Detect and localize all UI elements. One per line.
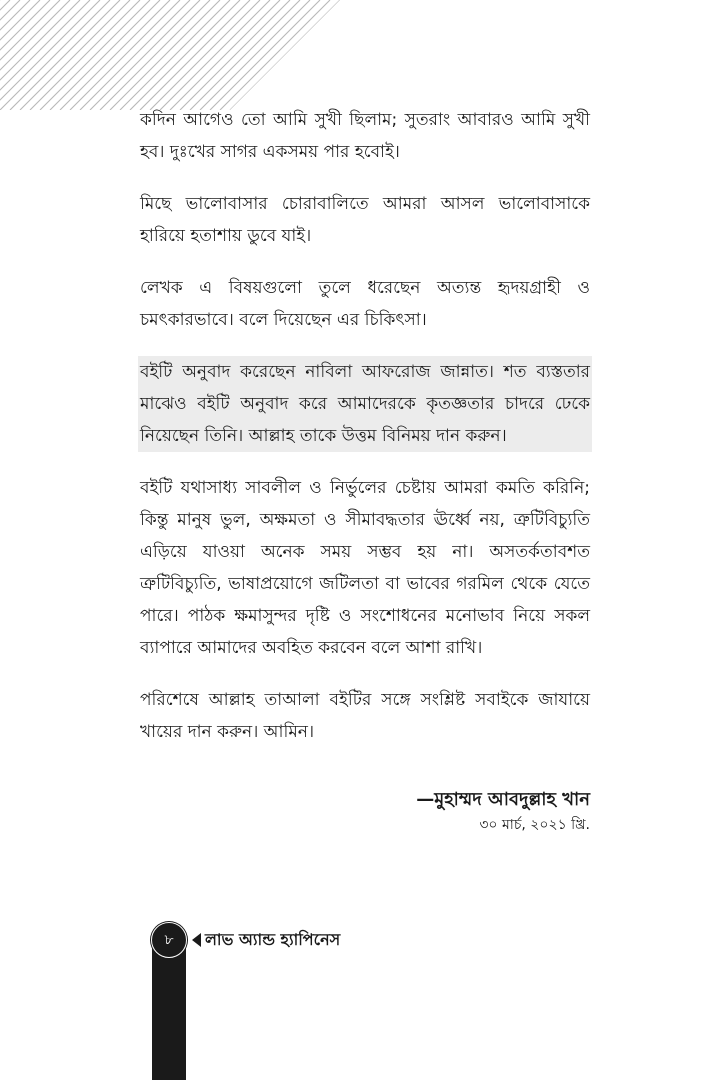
- paragraph-4-highlighted: বইটি অনুবাদ করেছেন নাবিলা আফরোজ জান্নাত। শত ব্যস্ততার মাঝেও বইটি অনুবাদ করে আমাদেরকে কৃতজ্ঞতার চাদরে ঢেকে নিয়েছেন তিনি। আল্লাহ তাকে উত্তম বিনিময় দান করুন।: [138, 356, 592, 452]
- paragraph-5: বইটি যথাসাধ্য সাবলীল ও নির্ভুলের চেষ্টায় আমরা কমতি করিনি; কিন্তু মানুষ ভুল, অক্ষমতা ও সীমাবদ্ধতার ঊর্ধ্বে নয়, ত্রুটিবিচ্যুতি এড়িয়ে যাওয়া অনেক সময় সম্ভব হয় না। অসতর্কতাবশত ত্রুটিবিচ্যুতি, ভাষাপ্রয়োগে জটিলতা বা ভাবের গরমিল থেকে যেতে পারে। পাঠক ক্ষমাসুন্দর দৃষ্টি ও সংশোধনের মনোভাব নিয়ে সকল ব্যাপারে আমাদের অবহিত করবেন বলে আশা রাখি।: [140, 478, 591, 658]
- signature-block: [416, 786, 590, 836]
- signature-date: ৩০ মার্চ, ২০২১ খ্রি.: [479, 817, 590, 833]
- paragraph-2: মিছে ভালোবাসার চোরাবালিতে আমরা আসল ভালোবাসাকে হারিয়ে হতাশায় ডুবে যাই।: [140, 194, 590, 246]
- book-title: লাভ অ্যান্ড হ্যাপিনেস: [205, 930, 341, 949]
- signature-name: —মুহাম্মদ আবদুল্লাহ খান: [416, 789, 590, 810]
- footer-side-bar: [152, 940, 186, 1080]
- paragraph-6: পরিশেষে আল্লাহ তাআলা বইটির সঙ্গে সংশ্লিষ্ট সবাইকে জাযায়ে খায়ের দান করুন। আমিন।: [140, 690, 590, 742]
- corner-hatch-decoration: [0, 0, 340, 110]
- running-footer: [192, 928, 340, 952]
- page-number: ৮: [151, 922, 187, 958]
- body-text: [140, 104, 590, 768]
- paragraph-1: কদিন আগেও তো আমি সুখী ছিলাম; সুতরাং আবারও আমি সুখী হব। দুঃখের সাগর একসময় পার হবোই।: [140, 110, 590, 162]
- triangle-left-icon: [192, 933, 201, 947]
- paragraph-3: লেখক এ বিষয়গুলো তুলে ধরেছেন অত্যন্ত হৃদয়গ্রাহী ও চমৎকারভাবে। বলে দিয়েছেন এর চিকিৎসা।: [140, 278, 590, 330]
